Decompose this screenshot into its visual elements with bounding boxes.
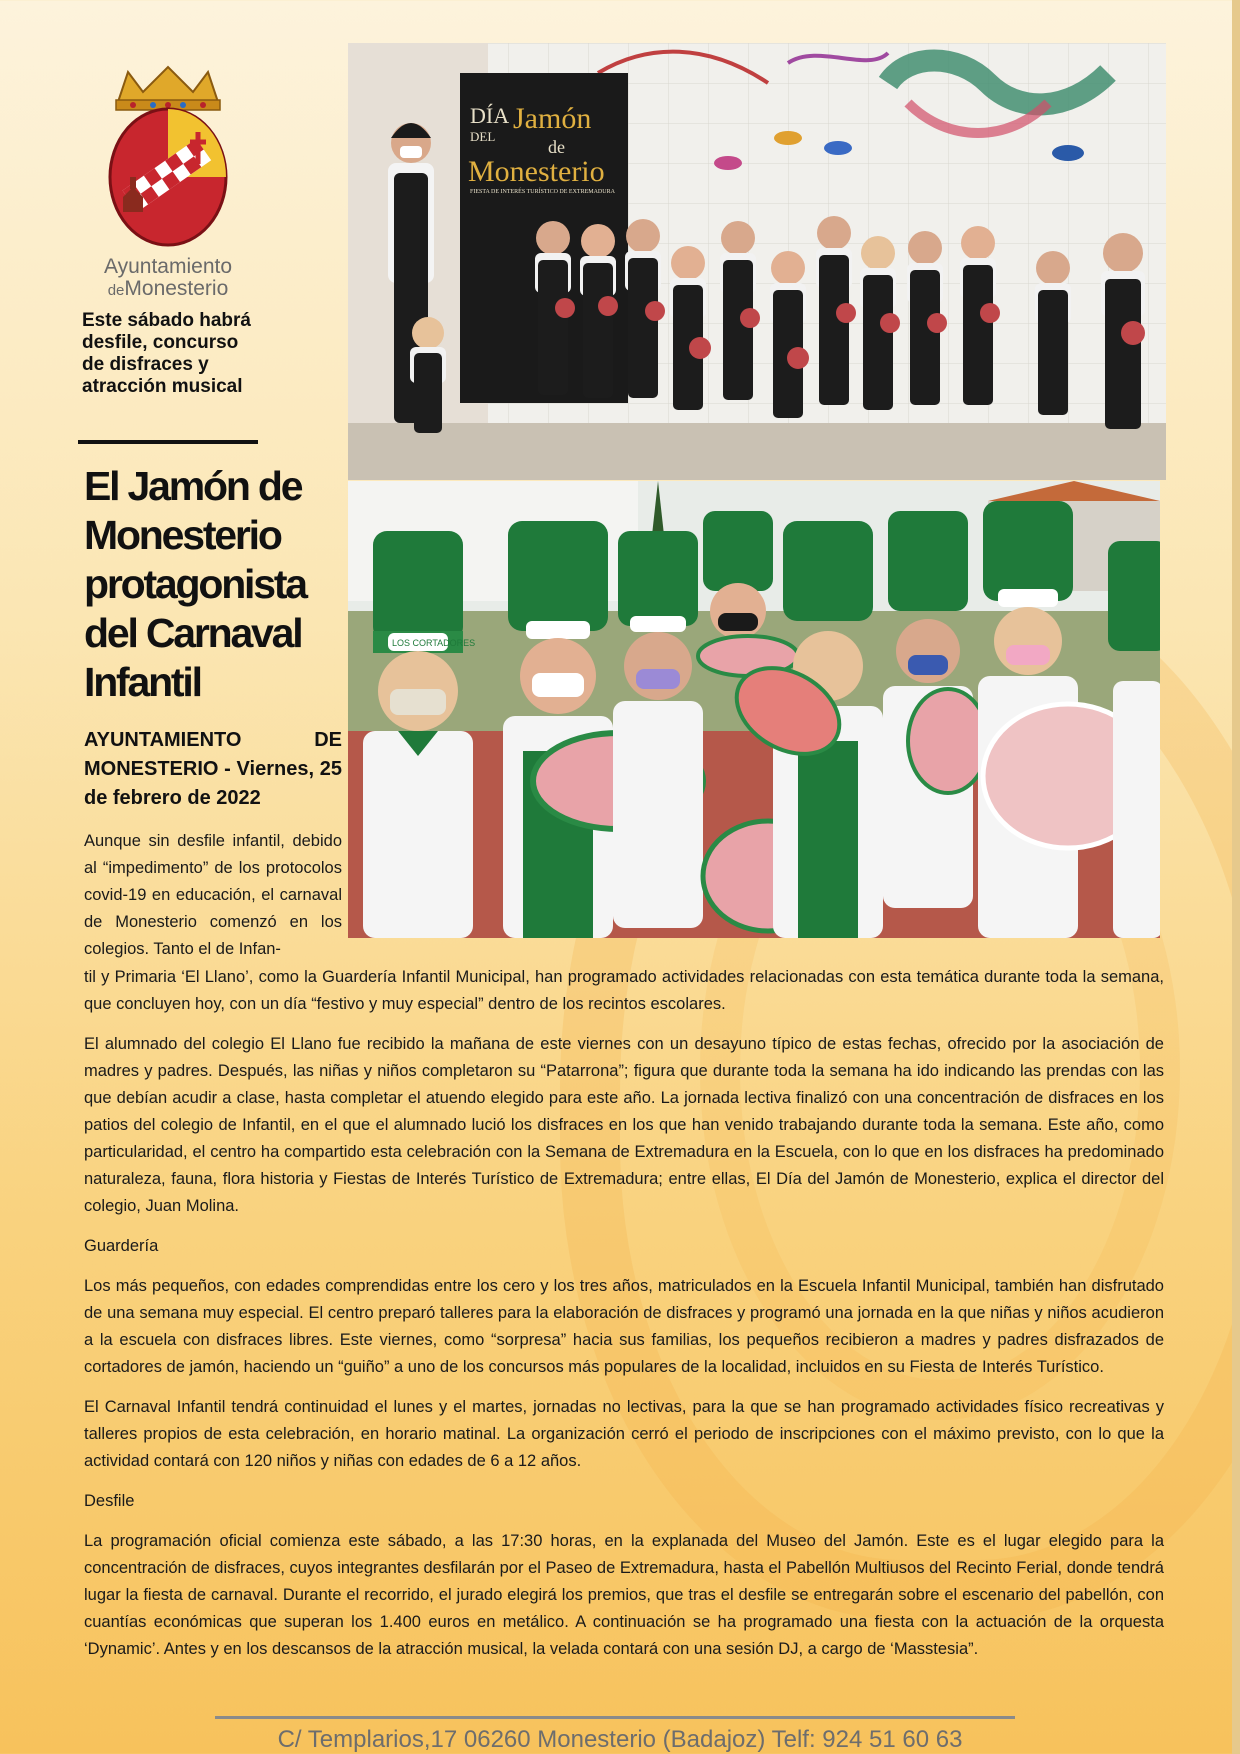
logo-line1: Ayuntamiento <box>103 255 233 278</box>
article-body <box>84 964 1164 1676</box>
article-dateline: AYUNTAMIENTO DE MONESTERIO - Viernes, 25 de febrero de 2022 <box>84 729 342 809</box>
body-paragraph: La programación oficial comienza este sábado, a las 17:30 horas, en la explanada del Museo del Jamón. Este es el lugar elegido para la concentración de disfraces, cuyos integrantes desfilarán por el Paseo de Extremadura, hasta el Pabellón Multiusos del Recinto Ferial, donde tendrá lugar la fiesta de carnaval. Durante el recorrido, el jurado elegirá los premios, que tras el desfile se entregarán sobre el escenario del pabellón, con cuantías económicas que superan los 1.400 euros en metálico. A continuación se ha programado una fiesta con la actuación de la orquesta ‘Dynamic’. Antes y en los descansos de la atracción musical, la velada contará con una sesión DJ, a cargo de ‘Masstesia”. <box>84 1532 1164 1658</box>
body-paragraph: El alumnado del colegio El Llano fue recibido la mañana de este viernes con un desayuno típico de estas fechas, ofrecido por la asociación de madres y padres. Después, las niñas y niños completaron su “Patarrona”; figura que durante toda la semana ha ido indicando las prendas con las que debían acudir a clase, hasta completar el atuendo elegido para este año. La jornada lectiva finalizó con una concentración de disfraces en los patios del colegio de Infantil, en el que el alumnado lució los disfraces en los que han venido trabajando durante toda la semana. Este año, como particularidad, el centro ha compartido esta celebración con la Semana de Extremadura en la Escuela, con lo que en los disfraces ha predominado naturaleza, fauna, flora historia y Fiestas de Interés Turístico de Extremadura; entre ellas, El Día del Jamón de Monesterio, explica el director del colegio, Juan Molina. <box>84 1035 1164 1215</box>
page-edge <box>1232 0 1240 1754</box>
teaser-subtitle: Este sábado habrá desfile, concurso de disfraces y atracción musical <box>82 310 251 397</box>
article-headline: El Jamón de Monesterio protagonista del Carnaval Infantil <box>84 463 306 705</box>
section-subhead-guarderia: Guardería <box>84 1237 159 1255</box>
hat-label-text: LOS CORTADORES <box>392 638 476 648</box>
banner-tagline-text: FIESTA DE INTERÉS TURÍSTICO DE EXTREMADURA <box>470 189 615 195</box>
body-paragraph: Los más pequeños, con edades comprendidas entre los cero y los tres años, matriculados en la Escuela Infantil Municipal, también han disfrutado de una semana muy especial. El centro preparó talleres para la elaboración de disfraces y programó una jornada en la que niñas y niños acudieron a la escuela con disfraces libres. Este viernes, como “sorpresa” hacia sus familias, los pequeños recibieron a madres y padres disfrazados de cortadores de jamón, haciendo un “guiño” a uno de los concursos más populares de la localidad, incluidos en su Fiesta de Interés Turístico. <box>84 1277 1164 1376</box>
logo-line2: Monesterio <box>124 277 229 300</box>
banner-del-text: DEL <box>470 129 496 144</box>
banner-jamon-text: Jamón <box>513 102 592 135</box>
municipal-logo <box>88 62 248 302</box>
logo-wordmark <box>88 256 248 302</box>
body-paragraph: El Carnaval Infantil tendrá continuidad el lunes y el martes, jornadas no lectivas, para la que se han programado actividades físico recreativas y talleres propios de esta celebración, en horario matinal. La organización cerró el periodo de inscripciones con el máximo previsto, con lo que la actividad contará con 120 niños y niñas con edades de 6 a 12 años. <box>84 1398 1164 1470</box>
photo-classroom-children <box>348 43 1166 480</box>
banner-monesterio-text: Monesterio <box>468 155 605 188</box>
logo-line2-prefix: de <box>107 282 125 299</box>
body-paragraph: til y Primaria ‘El Llano’, como la Guardería Infantil Municipal, han programado actividades relacionadas con esta temática durante toda la semana, que concluyen hoy, con un día “festivo y muy especial” dentro de los recintos escolares. <box>84 968 1164 1013</box>
lead-paragraph: Aunque sin desfile infantil, debido al “impedimento” de los protocolos covid-19 en educación, el carnaval de Monesterio comenzó en los colegios. Tanto el de Infan- <box>84 832 342 958</box>
footer-address: C/ Templarios,17 06260 Monesterio (Badajoz) Telf: 924 51 60 63 <box>277 1726 963 1753</box>
banner-dia-text: DÍA <box>470 103 510 128</box>
section-subhead-desfile: Desfile <box>84 1492 135 1510</box>
divider-rule <box>78 440 258 444</box>
photo-children-chef-hats <box>348 481 1160 938</box>
coat-of-arms-icon <box>98 62 238 252</box>
banner-de-text: de <box>548 137 565 157</box>
footer-divider <box>215 1716 1015 1719</box>
